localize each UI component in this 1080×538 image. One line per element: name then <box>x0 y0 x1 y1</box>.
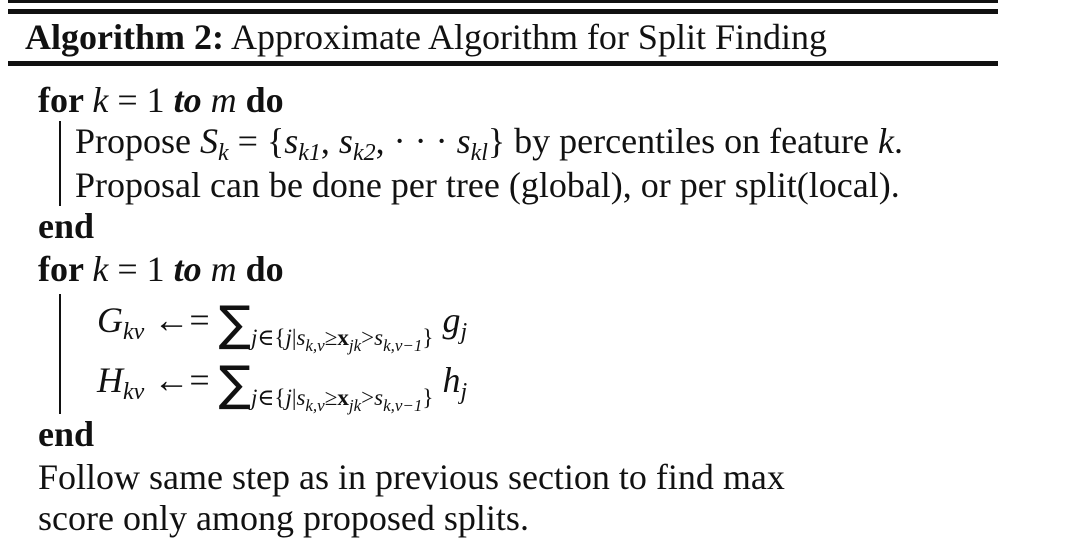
text-segment: end <box>38 414 95 454</box>
text-segment: x <box>337 385 349 410</box>
text-segment: k2 <box>352 140 376 166</box>
text-segment: k <box>92 80 109 120</box>
loop-2-body <box>59 294 1080 414</box>
algorithm-title: Approximate Algorithm for Split Finding <box>223 17 827 57</box>
for-loop-1-header <box>38 80 1080 121</box>
text-segment: k <box>878 121 895 161</box>
text-segment: = 1 <box>108 249 174 289</box>
text-segment: S <box>200 121 218 161</box>
text-segment: do <box>245 249 284 289</box>
gradient-sum-statement <box>75 294 1080 354</box>
text-segment: H <box>97 360 123 400</box>
text-segment: x <box>337 325 349 350</box>
text-segment: , · · · <box>375 121 457 161</box>
text-segment: k <box>92 249 109 289</box>
text-segment: ≥ <box>324 325 338 350</box>
algorithm-body <box>0 80 1080 538</box>
top-outer-rule <box>8 0 998 3</box>
text-segment: g <box>433 300 461 340</box>
text-segment: for <box>38 249 93 289</box>
text-segment: > <box>361 385 375 410</box>
text-segment: j <box>250 325 258 350</box>
text-segment: m <box>210 249 237 289</box>
text-segment: jk <box>348 336 362 355</box>
algorithm-caption <box>0 14 1080 61</box>
text-segment: s <box>456 121 471 161</box>
text-segment: | <box>291 385 297 410</box>
text-segment: } <box>422 325 434 350</box>
text-segment: s <box>374 385 384 410</box>
text-segment: ∈{ <box>257 385 286 410</box>
text-segment: score only among proposed splits. <box>38 498 529 538</box>
caption-rule <box>8 61 998 66</box>
text-segment: h <box>433 360 461 400</box>
closing-note-line-1 <box>38 457 1080 498</box>
text-segment: ←= <box>144 360 219 400</box>
text-segment <box>237 249 246 289</box>
text-segment: to <box>173 80 202 120</box>
closing-note-line-2 <box>38 498 1080 538</box>
text-segment: = 1 <box>108 80 174 120</box>
text-segment: do <box>245 80 284 120</box>
text-segment: G <box>97 300 123 340</box>
text-segment: = { <box>228 121 285 161</box>
text-segment: k,v <box>305 396 325 415</box>
text-segment: j <box>285 385 292 410</box>
text-segment: s <box>338 121 353 161</box>
text-segment: k <box>218 140 229 166</box>
hessian-sum-statement <box>75 354 1080 414</box>
text-segment: ←= <box>144 300 219 340</box>
text-segment: s <box>284 121 299 161</box>
text-segment: } <box>422 385 434 410</box>
text-segment: ∈{ <box>257 325 286 350</box>
text-segment: s <box>296 325 306 350</box>
text-segment: m <box>210 80 237 120</box>
text-segment: k1 <box>298 140 321 166</box>
end-keyword-1 <box>38 206 1080 247</box>
text-segment <box>202 249 211 289</box>
text-segment: k,v <box>305 336 325 355</box>
text-segment: j <box>250 385 258 410</box>
for-loop-2-header <box>38 249 1080 290</box>
text-segment: k,v−1 <box>383 336 423 355</box>
text-segment: kv <box>123 319 145 345</box>
text-segment: j <box>460 319 468 345</box>
text-segment: kl <box>470 140 488 166</box>
text-segment: ∑ <box>218 296 251 352</box>
text-segment <box>202 80 211 120</box>
proposal-note <box>75 165 1080 206</box>
text-segment: to <box>173 249 202 289</box>
text-segment: k,v−1 <box>383 396 423 415</box>
algorithm-number-label: Algorithm 2: <box>25 17 224 57</box>
text-segment: . <box>894 121 904 161</box>
propose-statement <box>75 121 1080 165</box>
text-segment: for <box>38 80 93 120</box>
loop-1-body <box>59 121 1080 206</box>
text-segment: j <box>285 325 292 350</box>
text-segment: | <box>291 325 297 350</box>
text-segment: > <box>361 325 375 350</box>
text-segment: Propose <box>75 121 200 161</box>
text-segment: s <box>374 325 384 350</box>
text-segment: ≥ <box>324 385 338 410</box>
text-segment: Follow same step as in previous section to find max <box>38 457 785 497</box>
text-segment: j <box>460 379 468 405</box>
text-segment: kv <box>123 379 145 405</box>
text-segment: s <box>296 385 306 410</box>
text-segment: Proposal can be done per tree (global), or per split(local). <box>75 165 900 205</box>
text-segment: } by percentiles on feature <box>487 121 879 161</box>
text-segment: ∑ <box>218 356 251 412</box>
text-segment <box>237 80 246 120</box>
text-segment: , <box>320 121 339 161</box>
end-keyword-2 <box>38 414 1080 455</box>
text-segment: end <box>38 206 95 246</box>
text-segment: jk <box>348 396 362 415</box>
